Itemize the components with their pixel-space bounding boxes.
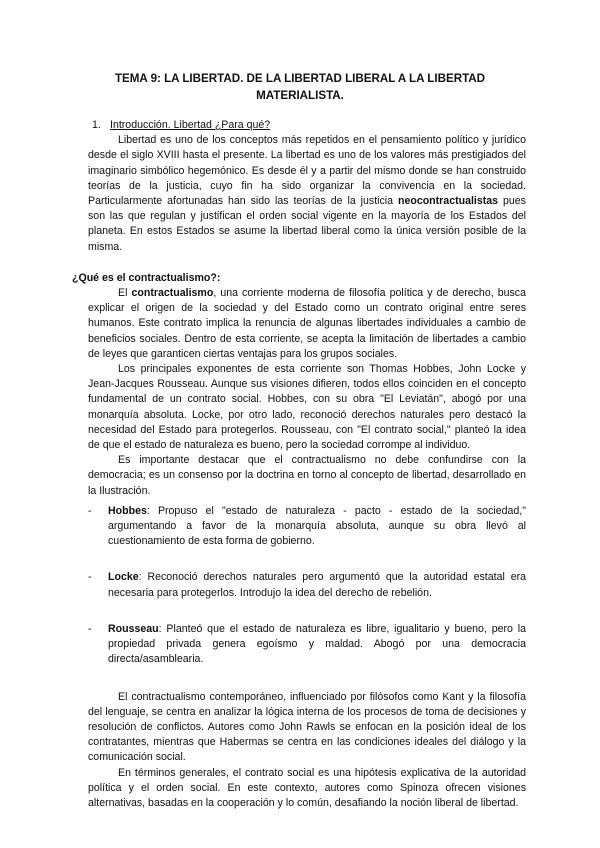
exponents-paragraph: Los principales exponentes de esta corriente son Thomas Hobbes, John Locke y Jean-Jacques Rousseau. Aunque sus visiones difieren, todos ellos coinciden en el concepto fundamental de un contrato social. Hobbes, con su obra "El Leviatán", abogó por una monarquía absoluta. Locke, por otro lado, reconoció derechos naturales pero destacó la necesidad del Estado para protegerlos. Rousseau, con "El contrato social," planteó la idea de que el estado de naturaleza es bueno, pero la sociedad corrompe al individuo. bbox=[88, 363, 526, 452]
author-name: Hobbes bbox=[108, 504, 147, 517]
conclusion-paragraph: En términos generales, el contrato social es una hipótesis explicativa de la autoridad política y el orden social. En este contexto, autores como Spinoza ofrecen visiones alternativas, basadas en la cooperación y lo común, desafiando la noción liberal de libertad. bbox=[88, 766, 526, 809]
section-1-heading bbox=[92, 118, 526, 133]
subheading-contractualismo: ¿Qué es el contractualismo?: bbox=[72, 271, 221, 284]
contemporary-paragraph: El contractualismo contemporáneo, influenciado por filósofos como Kant y la filosofía del lenguaje, se centra en analizar la lógica interna de los procesos de toma de decisiones y resolución de conflictos. Autores como John Rawls se enfocan en la posición ideal de los contratantes, mientras que Habermas se centra en las condiciones ideales del diálogo y la comunicación social. bbox=[88, 690, 526, 764]
list-item-hobbes: - Hobbes: Propuso el "estado de naturaleza - pacto - estado de la sociedad," argumentando a favor de la monarquía absoluta, aunque su obra llevó al cuestionamiento de esta forma de gobierno. bbox=[88, 504, 526, 548]
title-line-2: MATERIALISTA. bbox=[256, 89, 344, 102]
list-item-locke: - Locke: Reconoció derechos naturales pero argumentó que la autoridad estatal era necesaria para protegerlos. Introdujo la idea del derecho de rebelión. bbox=[88, 571, 526, 599]
authors-list bbox=[88, 504, 526, 668]
title-line-1: TEMA 9: LA LIBERTAD. DE LA LIBERTAD LIBERAL A LA LIBERTAD bbox=[114, 72, 486, 85]
author-name: Locke bbox=[108, 571, 139, 584]
democracy-paragraph: Es importante destacar que el contractualismo no debe confundirse con la democracia; es un consenso por la doctrina en torno al concepto de libertad, desarrollado en la Ilustración. bbox=[88, 454, 526, 497]
section-title: Introducción. Libertad ¿Para qué? bbox=[110, 119, 271, 131]
keyword-neocontractualistas: neocontractualistas bbox=[397, 195, 499, 208]
keyword-contractualismo: contractualismo bbox=[131, 287, 214, 300]
document-body bbox=[72, 118, 526, 811]
document-title bbox=[0, 70, 600, 104]
definition-paragraph: El contractualismo, una corriente moderna de filosofía política y de derecho, busca explicar el origen de la sociedad y del Estado como un contrato original entre seres humanos. Este contrato implica la renuncia de algunas libertades individuales a cambio de beneficios sociales. Dentro de esta corriente, se acepta la limitación de libertades a cambio de leyes que garanticen ciertas ventajas para los grupos sociales. bbox=[88, 287, 526, 360]
list-item-rousseau: - Rousseau: Planteó que el estado de naturaleza es libre, igualitario y bueno, pero la propiedad privada genera egoísmo y maldad. Abogó por una democracia directa/asamblearia. bbox=[88, 622, 526, 666]
intro-paragraph: Libertad es uno de los conceptos más repetidos en el pensamiento político y jurídico desde el siglo XVIII hasta el presente. La libertad es uno de los valores más prestigiados del imaginario simbólico hegemónico. Es desde él y a partir del mismo donde se han construido teorías de la justicia, cuyo fin ha sido organizar la convivencia en la sociedad. Particularmente afortunadas han sido las teorías de la justicia neocontractualistas pues son las que regulan y justifican el orden social vigente en la mayoría de los Estados del planeta. En estos Estados se asume la libertad liberal como la única versión posible de la misma. bbox=[88, 134, 526, 253]
spacer bbox=[88, 668, 526, 690]
section-number: 1. bbox=[92, 119, 101, 131]
author-name: Rousseau bbox=[108, 622, 159, 635]
